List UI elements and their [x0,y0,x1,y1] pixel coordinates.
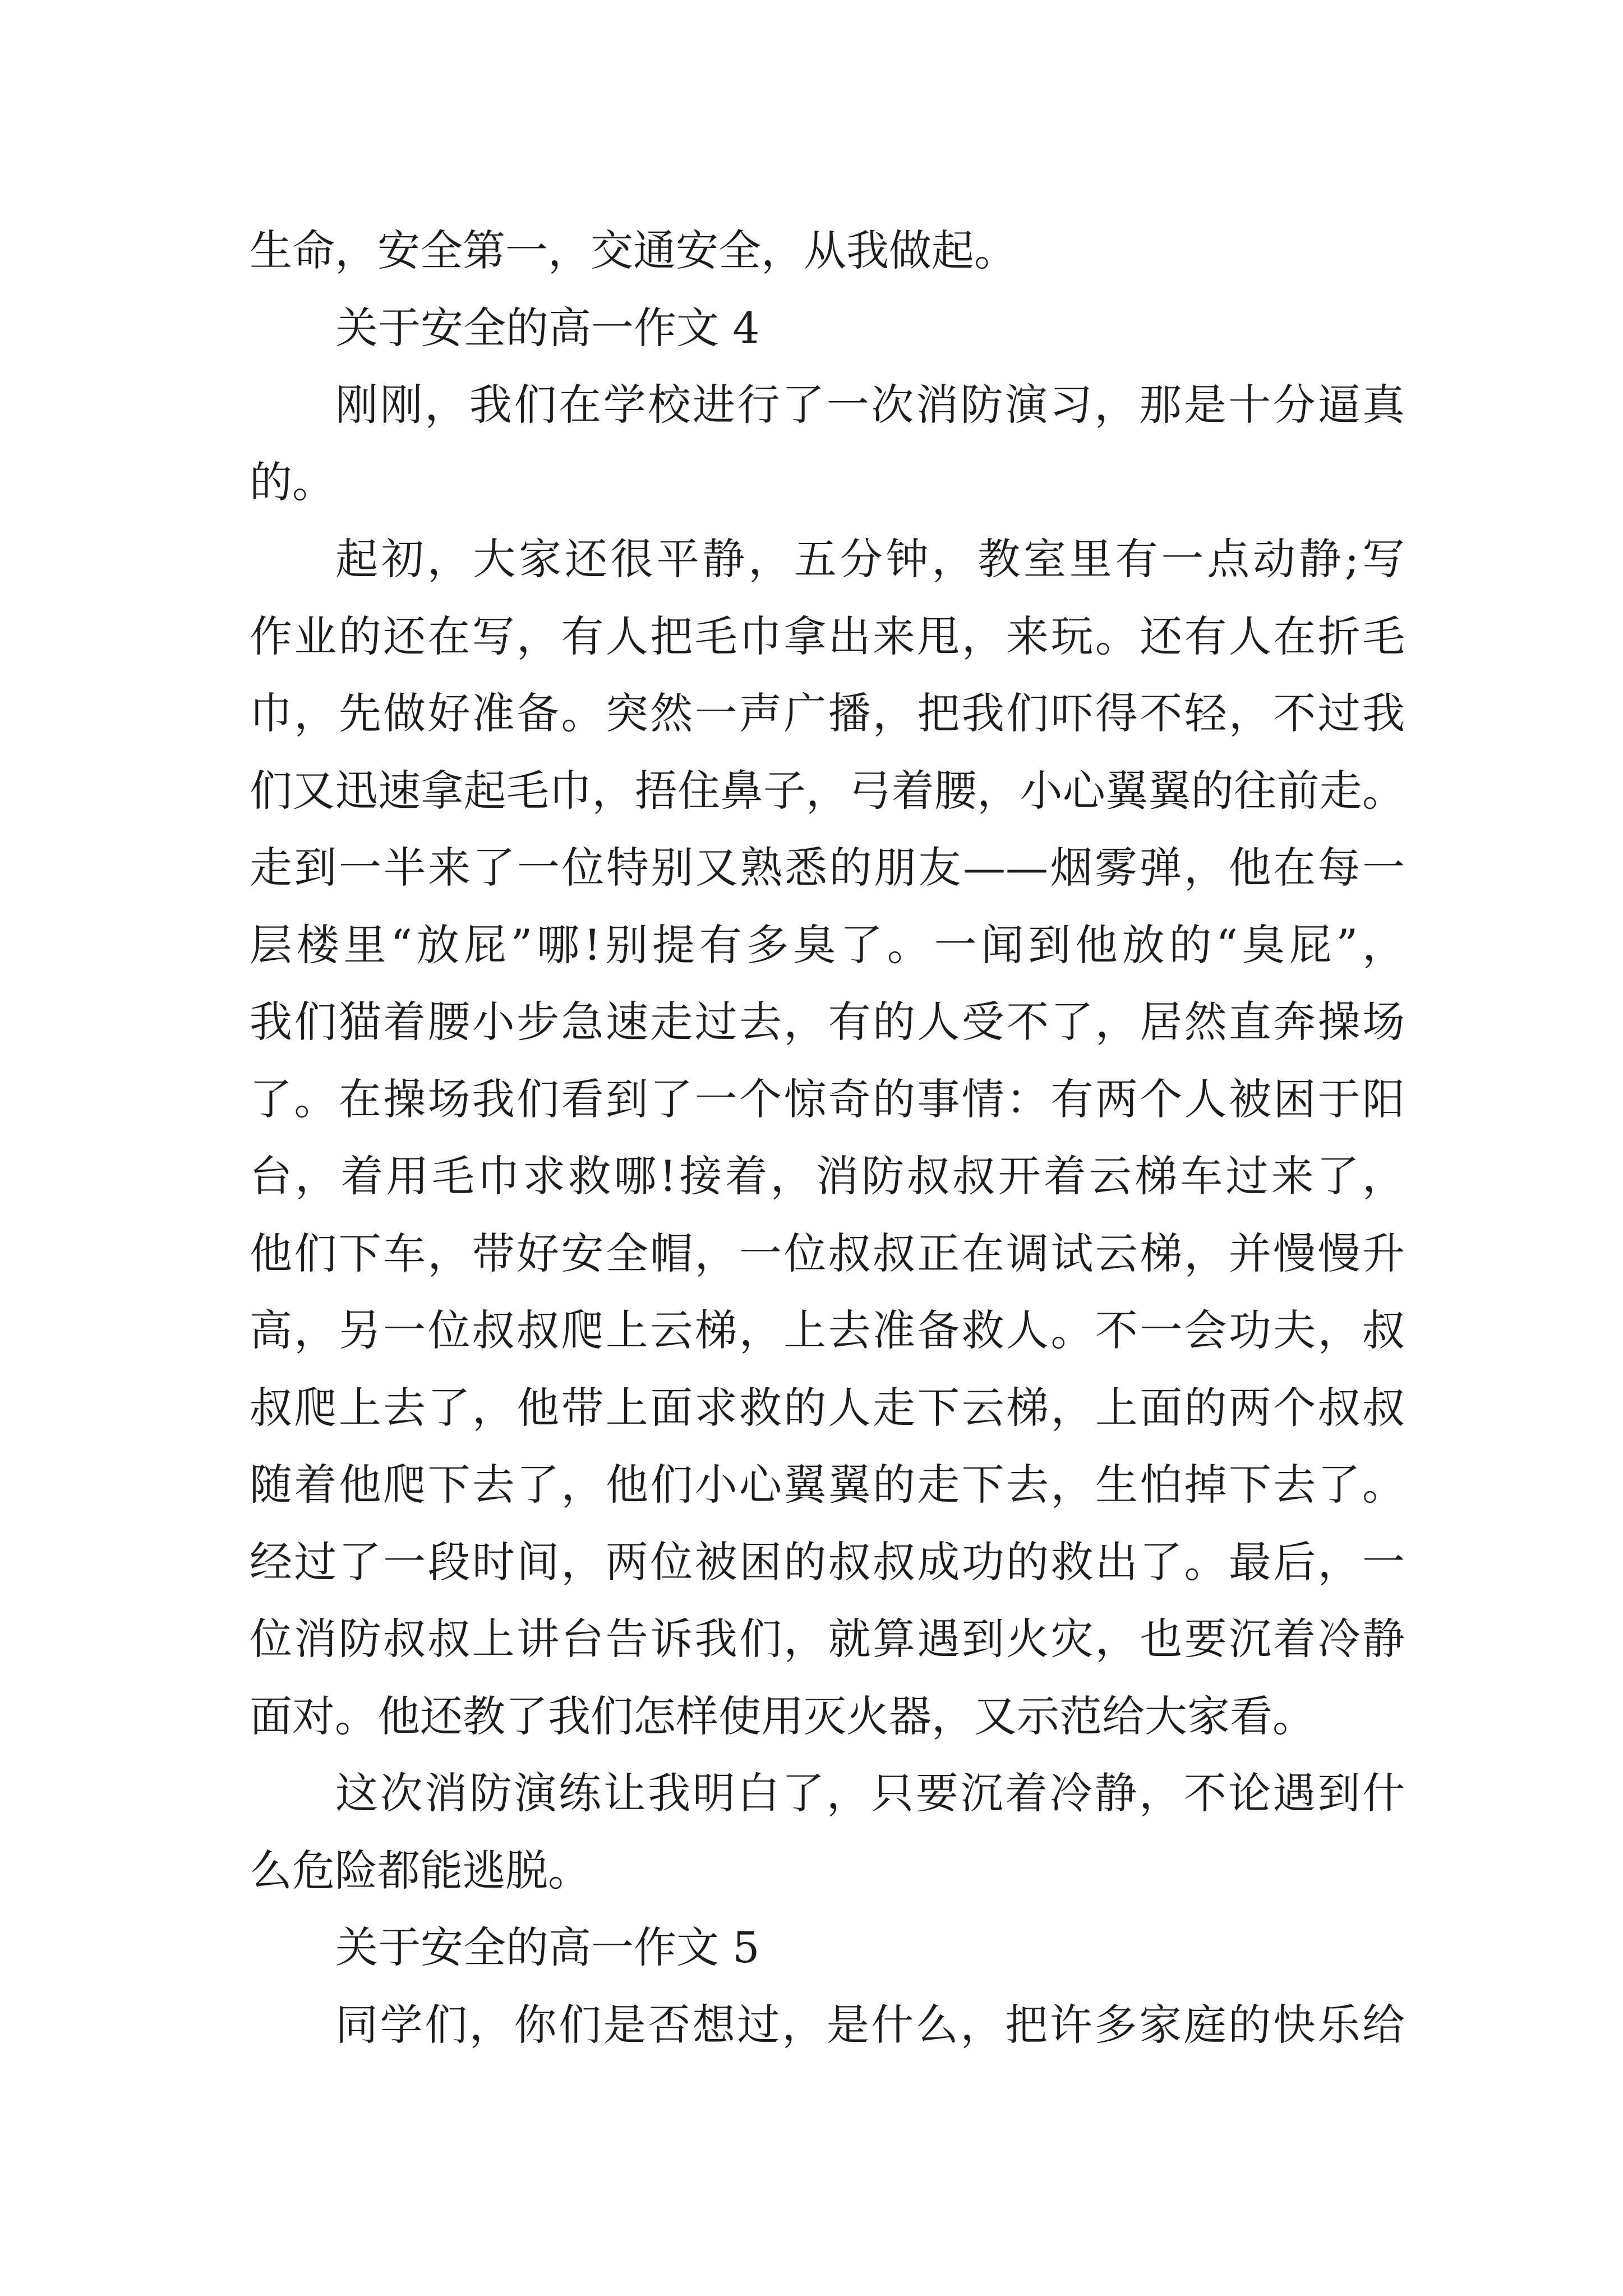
text-line: 经过了一段时间，两位被困的叔叔成功的救出了。最后，一 [250,1536,1405,1587]
text-line: 刚刚，我们在学校进行了一次消防演习，那是十分逼真 [335,380,1405,430]
text-line: 作业的还在写，有人把毛巾拿出来甩，来玩。还有人在折毛 [250,611,1405,661]
text-line: 了。在操场我们看到了一个惊奇的事情：有两个人被困于阳 [250,1074,1405,1124]
text-line: 么危险都能逃脱。 [250,1845,591,1895]
text-line: 走到一半来了一位特别又熟悉的朋友——烟雾弹，他在每一 [250,843,1405,892]
text-line: 我们猫着腰小步急速走过去，有的人受不了，居然直奔操场 [250,997,1405,1047]
text-line: 他们下车，带好安全帽，一位叔叔正在调试云梯，并慢慢升 [250,1228,1405,1278]
text-line: 随着他爬下去了，他们小心翼翼的走下去，生怕掉下去了。 [250,1460,1405,1510]
text-line: 位消防叔叔上讲台告诉我们，就算遇到火灾，也要沉着冷静 [250,1614,1405,1664]
text-line: 巾，先做好准备。突然一声广播，把我们吓得不轻，不过我 [250,688,1405,738]
text-line: 的。 [250,457,335,507]
text-line: 叔爬上去了，他带上面求救的人走下云梯，上面的两个叔叔 [250,1382,1405,1433]
document-body [250,212,1405,2063]
text-line: 层楼里“放屁”哪!别提有多臭了。一闻到他放的“臭屁”， [250,919,1405,970]
text-line: 这次消防演练让我明白了，只要沉着冷静，不论遇到什 [335,1768,1405,1818]
text-line: 们又迅速拿起毛巾，捂住鼻子，弓着腰，小心翼翼的往前走。 [250,765,1405,816]
text-line: 面对。他还教了我们怎样使用灭火器，又示范给大家看。 [250,1691,1315,1741]
text-line: 台，着用毛巾求救哪!接着，消防叔叔开着云梯车过来了， [250,1151,1405,1201]
text-line: 关于安全的高一作文 4 [335,302,760,353]
text-line: 高，另一位叔叔爬上云梯，上去准备救人。不一会功夫，叔 [250,1305,1405,1355]
text-line: 生命，安全第一，交通安全，从我做起。 [250,226,1017,275]
text-line: 关于安全的高一作文 5 [335,1922,760,1972]
text-line: 起初，大家还很平静，五分钟，教室里有一点动静;写 [335,534,1405,584]
text-line: 同学们，你们是否想过，是什么，把许多家庭的快乐给 [335,1999,1405,2050]
